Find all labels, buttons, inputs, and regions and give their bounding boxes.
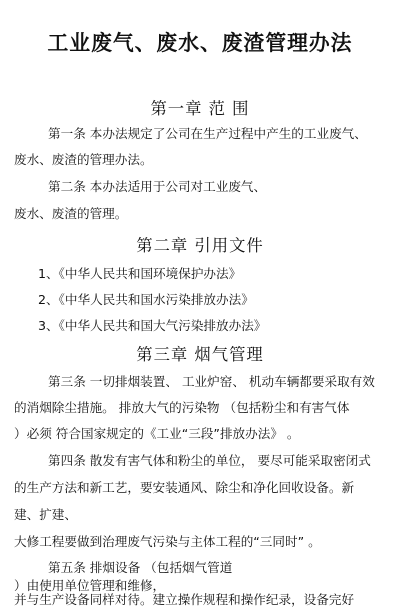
article-1-line-2: 废水、废渣的管理办法。	[14, 152, 153, 167]
article-5-line-3: 并与生产设备同样对待。建立操作规程和操作纪录，设备完好	[14, 592, 355, 607]
article-5-line-2: ）由使用单位管理和维修，	[14, 578, 166, 593]
reference-3: 3、《中华人民共和国大气污染排放办法》	[38, 318, 267, 333]
article-3-line-2: 的消烟除尘措施。 排放大气的污染物 （包括粉尘和有害气体	[14, 400, 350, 415]
article-5-line-1: 第五条 排烟设备 （包括烟气管道	[48, 560, 233, 575]
article-2-line-1: 第二条 本办法适用于公司对工业废气、	[48, 179, 267, 194]
article-4-line-2: 的生产方法和新工艺，要安装通风、除尘和净化回收设备。新	[14, 480, 355, 495]
article-4-line-4: 大修工程要做到治理废气污染与主体工程的“三同时” 。	[14, 534, 321, 549]
article-3-line-3: ）必须 符合国家规定的《工业“三段”排放办法》 。	[14, 426, 300, 441]
chapter-2-heading: 第二章 引用文件	[136, 236, 264, 255]
article-2-line-2: 废水、废渣的管理。	[14, 206, 128, 221]
document-title: 工业废气、废水、废渣管理办法	[47, 31, 353, 55]
chapter-3-heading: 第三章 烟气管理	[136, 345, 264, 364]
article-4-line-3: 建、扩建、	[14, 507, 77, 522]
reference-2: 2、《中华人民共和国水污染排放办法》	[38, 292, 254, 307]
article-4-line-1: 第四条 散发有害气体和粉尘的单位， 要尽可能采取密闭式	[48, 453, 371, 468]
article-3-line-1: 第三条 一切排烟装置、 工业炉窑、 机动车辆都要采取有效	[48, 374, 375, 389]
reference-1: 1、《中华人民共和国环境保护办法》	[38, 266, 242, 281]
chapter-1-heading: 第一章 范 围	[150, 99, 250, 118]
article-1-line-1: 第一条 本办法规定了公司在生产过程中产生的工业废气、	[48, 126, 367, 141]
